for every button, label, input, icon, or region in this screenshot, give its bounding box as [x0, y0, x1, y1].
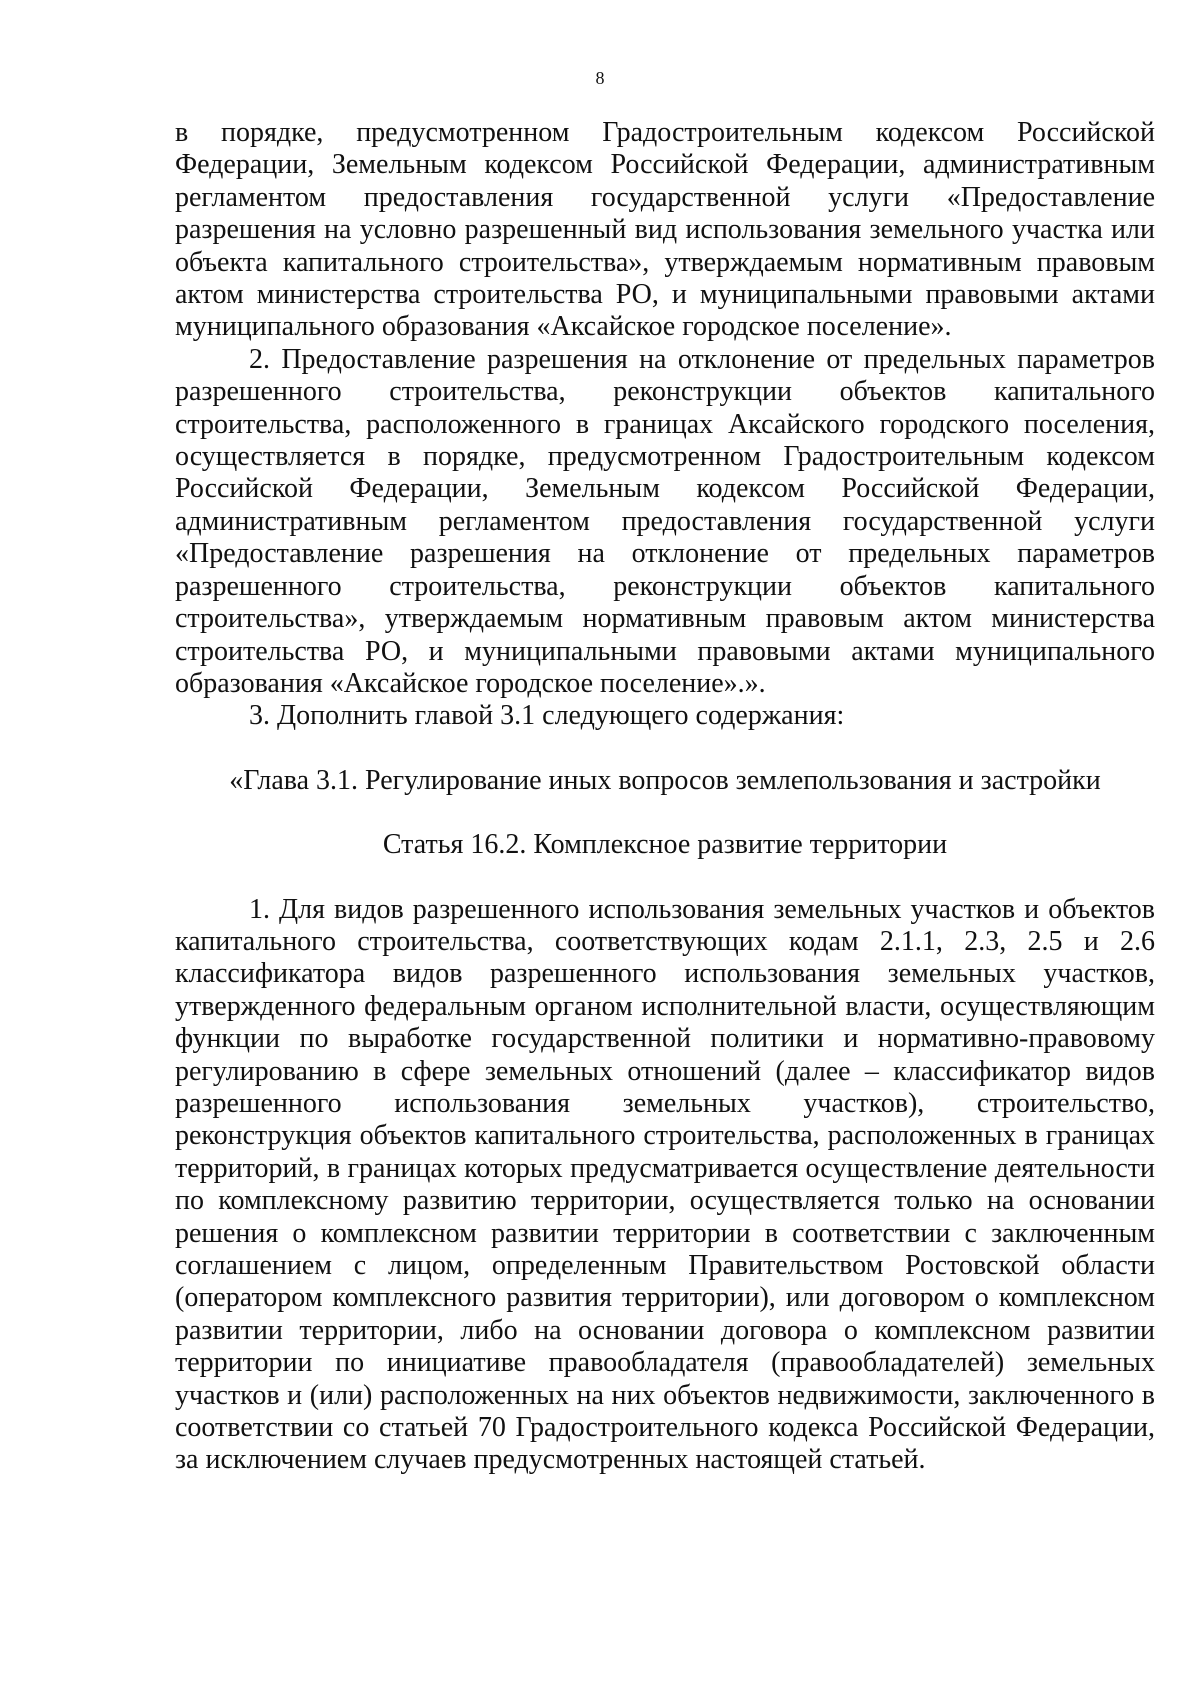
document-body	[175, 117, 1155, 1477]
article-heading: Статья 16.2. Комплексное развитие территории	[382, 829, 948, 861]
paragraph-item-3: 3. Дополнить главой 3.1 следующего содержания:	[249, 700, 845, 732]
paragraph-item-2: 2. Предоставление разрешения на отклонение от предельных параметров разрешенного строительства, реконструкции объектов капитального строительства, расположенного в границах Аксайского городского поселения, осуществляется в порядке, предусмотренном Градостроительным кодексом Российской Федерации, Земельным кодексом Российской Федерации, административным регламентом предоставления государственной услуги «Предоставление разрешения на отклонение от предельных параметров разрешенного строительства, реконструкции объектов капитального строительства», утверждаемым нормативным правовым актом министерства строительства РО, и муниципальными правовыми актами муниципального образования «Аксайское городское поселение».».	[175, 343, 1155, 699]
chapter-heading: «Глава 3.1. Регулирование иных вопросов землепользования и застройки	[229, 764, 1101, 796]
page-number: 8	[595, 68, 605, 88]
paragraph-continuation: в порядке, предусмотренном Градостроительным кодексом Российской Федерации, Земельным кодексом Российской Федерации, административным регламентом предоставления государственной услуги «Предоставление разрешения на условно разрешенный вид использования земельного участка или объекта капитального строительства», утверждаемым нормативным правовым актом министерства строительства РО, и муниципальными правовыми актами муниципального образования «Аксайское городское поселение».	[175, 117, 1155, 343]
paragraph-article-item-1: 1. Для видов разрешенного использования земельных участков и объектов капитального строительства, соответствующих кодам 2.1.1, 2.3, 2.5 и 2.6 классификатора видов разрешенного использования земельных участков, утвержденного федеральным органом исполнительной власти, осуществляющим функции по выработке государственной политики и нормативно-правовому регулированию в сфере земельных отношений (далее – классификатор видов разрешенного использования земельных участков), строительство, реконструкция объектов капитального строительства, расположенных в границах территорий, в границах которых предусматривается осуществление деятельности по комплексному развитию территории, осуществляется только на основании решения о комплексном развитии территории в соответствии с заключенным соглашением с лицом, определенным Правительством Ростовской области (оператором комплексного развития территории), или договором о комплексном развитии территории, либо на основании договора о комплексном развитии территории по инициативе правообладателя (правообладателей) земельных участков и (или) расположенных на них объектов недвижимости, заключенного в соответствии со статьей 70 Градостроительного кодекса Российской Федерации, за исключением случаев предусмотренных настоящей статьей.	[175, 893, 1155, 1476]
